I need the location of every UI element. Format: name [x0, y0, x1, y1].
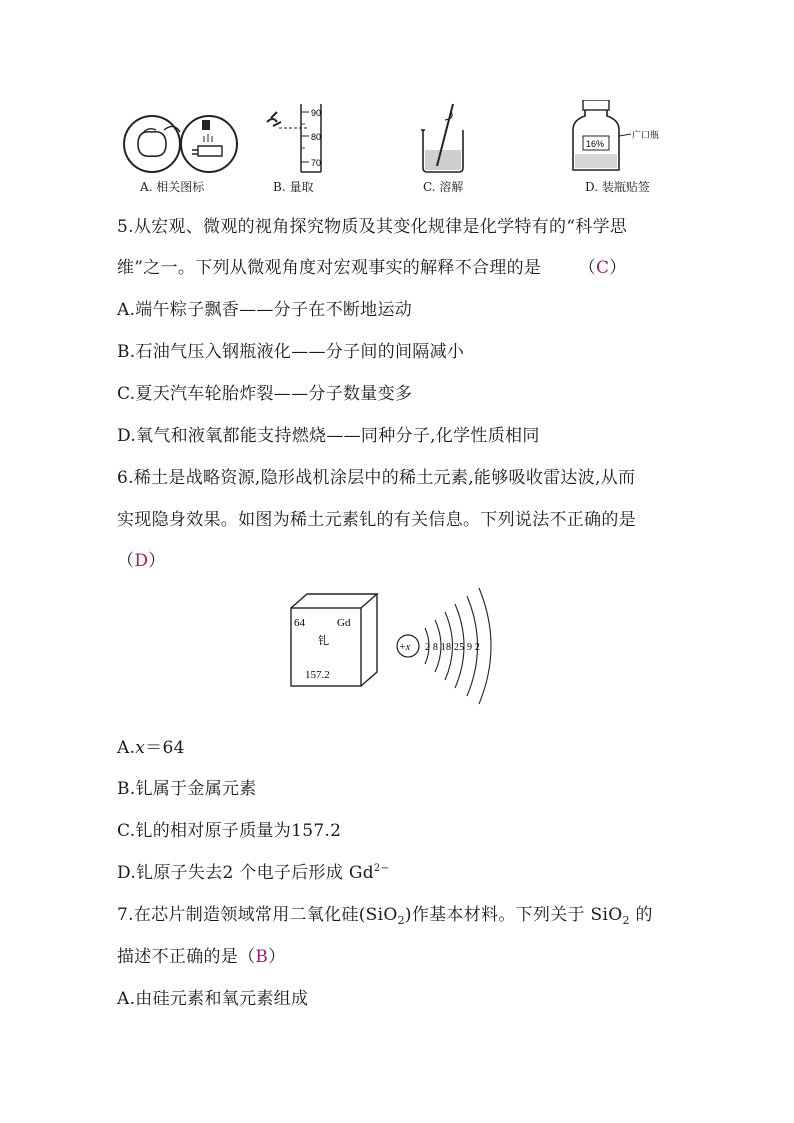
element-info-figure: [285, 582, 505, 712]
element-name: 钆: [318, 634, 329, 647]
figure-c-caption: C. 溶解: [423, 180, 464, 194]
tick-70: 70: [311, 158, 322, 168]
q5-option-a: A.端午粽子飘香——分子在不断地运动: [117, 300, 413, 320]
tick-80: 80: [311, 132, 322, 142]
q6-answer-line: [117, 546, 166, 571]
bottle-callout-text: 广口瓶: [632, 131, 660, 141]
q6-option-d-charge: 2−: [373, 863, 390, 874]
q7-line1-end: 的: [629, 905, 653, 925]
q6-option-a-rest: ＝64: [145, 738, 185, 758]
q7-answer-open: （: [238, 947, 256, 967]
q6-stem-line1: 6.稀土是战略资源,隐形战机涂层中的稀土元素,能够吸收雷达波,从而: [117, 468, 636, 488]
beaker-graphic: [415, 100, 475, 176]
element-number: 64: [294, 617, 305, 629]
hazard-icons-graphic: [120, 100, 240, 176]
figure-b-measuring: [265, 100, 345, 194]
q7-line1-sub: 2: [397, 914, 405, 927]
q5-option-c: C.夏天汽车轮胎炸裂——分子数量变多: [117, 384, 413, 404]
figure-a-caption: A. 相关图标: [140, 180, 205, 194]
element-symbol: Gd: [337, 617, 351, 629]
q7-line1-sub2: 2: [622, 914, 630, 927]
q5-answer: C: [595, 258, 610, 278]
q6-option-b: B.钆属于金属元素: [117, 779, 257, 799]
nucleus-label: +x: [399, 642, 411, 653]
q5-answer-close: ）: [609, 258, 627, 278]
element-cube-and-atom-graphic: [285, 582, 505, 712]
q7-answer-close: ）: [268, 947, 286, 967]
q6-answer-open: （: [117, 551, 135, 571]
q6-option-d: [117, 858, 389, 883]
figure-a-icons: [120, 100, 240, 194]
q6-answer-close: ）: [148, 551, 166, 571]
q6-option-c: C.钆的相对原子质量为157.2: [117, 821, 342, 841]
bottle-label-text: 16%: [586, 139, 605, 149]
q6-option-a: [117, 733, 185, 758]
q5-option-d: D.氧气和液氧都能支持燃烧——同种分子,化学性质相同: [117, 426, 540, 446]
q5-answer-open: （: [578, 258, 596, 278]
measuring-cylinder-graphic: [265, 100, 345, 176]
electron-shells-label: 2 8 18 25 9 2: [425, 642, 481, 653]
figure-c-dissolving: [415, 100, 475, 194]
q6-stem-line2: 实现隐身效果。如图为稀土元素钆的有关信息。下列说法不正确的是: [117, 510, 636, 530]
q6-option-a-prefix: A.: [117, 738, 136, 758]
q5-stem-line2-text: 维”之一。下列从微观角度对宏观事实的解释不合理的是: [117, 258, 542, 278]
element-mass: 157.2: [305, 669, 330, 681]
figure-d-caption: D. 装瓶贴签: [585, 180, 650, 194]
q6-option-d-text: D.钆原子失去2 个电子后形成 Gd: [117, 863, 374, 883]
q5-stem-line1: 5.从宏观、微观的视角探究物质及其变化规律是化学特有的“科学思: [117, 217, 628, 237]
q7-line1-mid: )作基本材料。下列关于 SiO: [404, 905, 623, 925]
q6-answer: D: [134, 551, 149, 571]
q5-stem-line2: [117, 253, 627, 278]
tick-90: 90: [311, 108, 322, 118]
q7-line1-pre: 7.在芯片制造领域常用二氧化硅(SiO: [117, 905, 398, 925]
q7-line2-pre: 描述不正确的是: [117, 947, 239, 967]
q7-option-a: A.由硅元素和氧元素组成: [117, 989, 309, 1009]
figure-d-bottle: [565, 100, 675, 194]
q5-option-b: B.石油气压入钢瓶液化——分子间的间隔减小: [117, 342, 465, 362]
q7-stem-line2: [117, 942, 286, 967]
figure-b-caption: B. 量取: [273, 180, 314, 194]
q7-stem-line1: [117, 900, 653, 925]
q6-option-a-var: x: [135, 738, 146, 758]
wide-mouth-bottle-graphic: [565, 100, 675, 176]
q7-answer: B: [255, 947, 269, 967]
experiment-figures: [115, 100, 675, 200]
